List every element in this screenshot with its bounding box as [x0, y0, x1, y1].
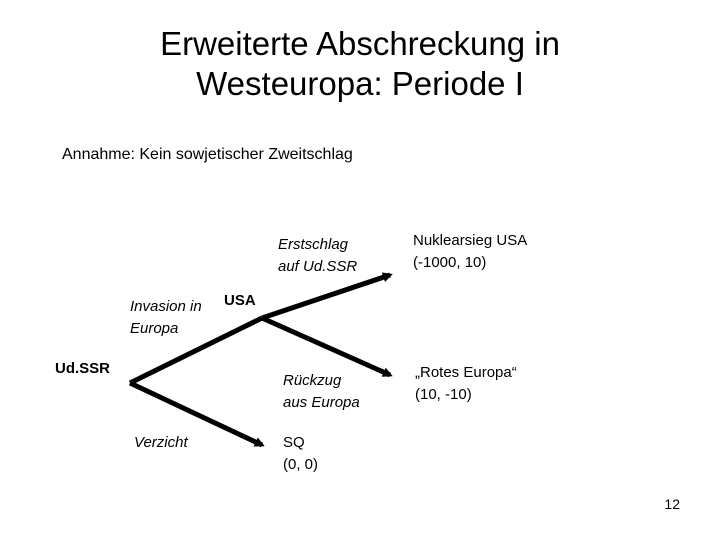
outcome-status-quo-name: SQ — [283, 434, 305, 451]
outcome-red-europe-name: „Rotes Europa“ — [415, 364, 517, 381]
slide-number: 12 — [664, 496, 680, 512]
action-invasion-line-2: Europa — [130, 320, 179, 337]
slide-title-line-1: Erweiterte Abschreckung in — [160, 25, 560, 62]
branch-retreat — [262, 318, 390, 375]
action-retreat — [283, 370, 360, 414]
action-first-strike-line-1: Erstschlag — [278, 236, 349, 253]
branch-first-strike — [262, 275, 390, 318]
outcome-nuclear-victory-payoff: (-1000, 10) — [413, 254, 487, 271]
player-ussr: Ud.SSR — [55, 360, 111, 377]
outcome-red-europe-payoff: (10, -10) — [415, 386, 472, 403]
action-abstain: Verzicht — [134, 434, 188, 451]
action-retreat-line-2: aus Europa — [283, 394, 360, 411]
outcome-red-europe — [415, 362, 517, 406]
action-retreat-line-1: Rückzug — [283, 372, 342, 389]
action-first-strike-line-2: auf Ud.SSR — [278, 258, 358, 275]
action-first-strike — [278, 234, 357, 278]
outcome-status-quo — [283, 432, 318, 476]
outcome-nuclear-victory-name: Nuklearsieg USA — [413, 232, 528, 249]
assumption-text: Annahme: Kein sowjetischer Zweitschlag — [62, 146, 353, 163]
player-usa: USA — [224, 292, 256, 309]
outcome-nuclear-victory — [413, 230, 527, 274]
slide-title-line-2: Westeuropa: Periode I — [196, 65, 524, 102]
action-invasion-line-1: Invasion in — [130, 298, 202, 315]
outcome-status-quo-payoff: (0, 0) — [283, 456, 319, 473]
action-invasion — [130, 296, 202, 340]
